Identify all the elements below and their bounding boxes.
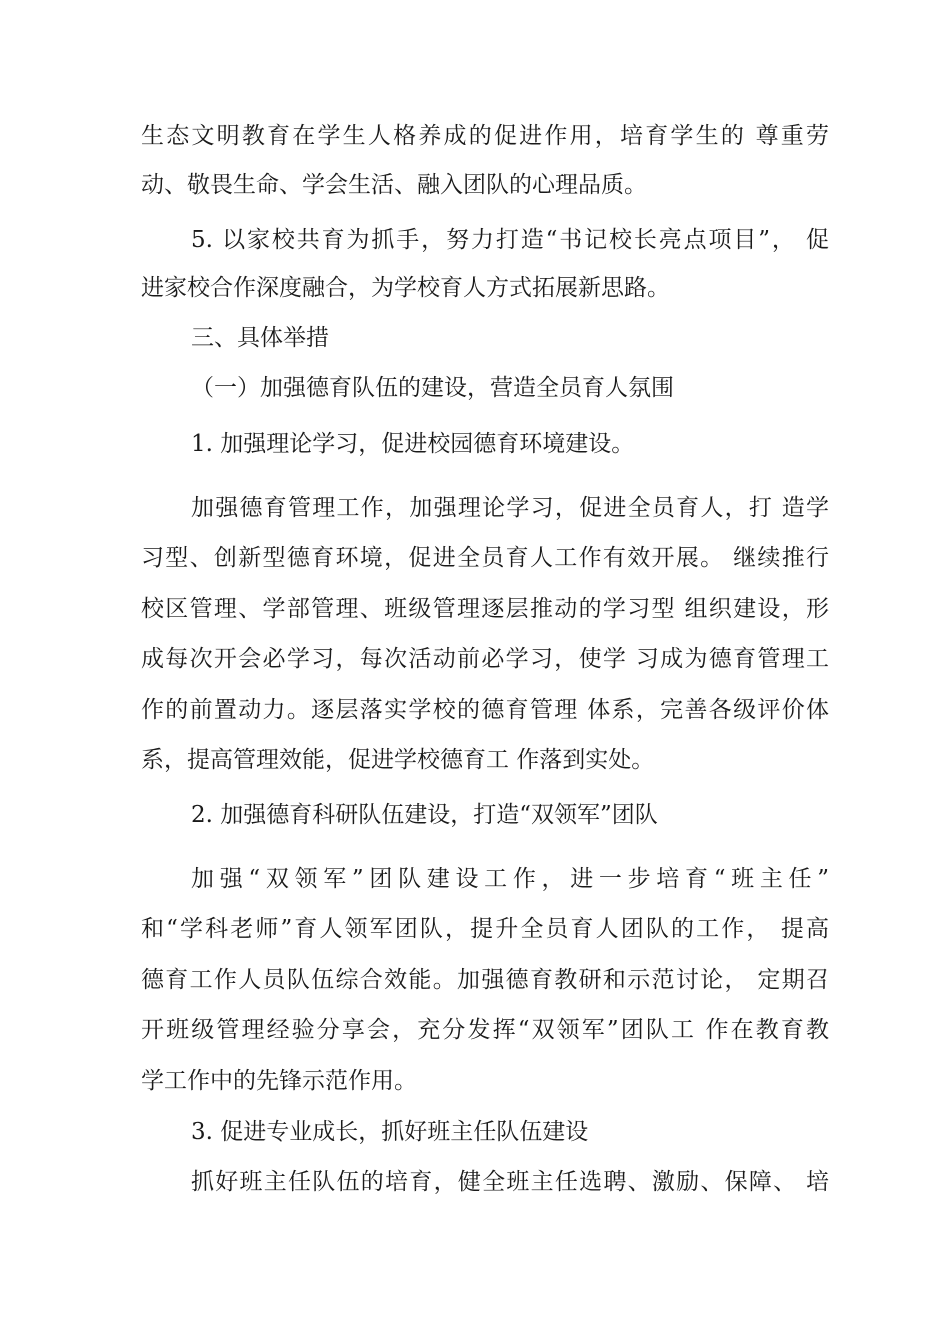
paragraph-line: 抓好班主任队伍的培育，健全班主任选聘、激励、保障、 培 xyxy=(191,1169,829,1195)
paragraph-line: 动、敬畏生命、学会生活、融入团队的心理品质。 xyxy=(141,172,647,198)
paragraph-line: 加强“双领军”团队建设工作，进一步培育“班主任” xyxy=(191,866,829,892)
paragraph-line: 德育工作人员队伍综合效能。加强德育教研和示范讨论， 定期召 xyxy=(141,967,829,993)
item-heading-3: 3. 促进专业成长，抓好班主任队伍建设 xyxy=(191,1119,589,1145)
section-heading: 三、具体举措 xyxy=(191,325,329,351)
paragraph-line: 习型、创新型德育环境，促进全员育人工作有效开展。 继续推行 xyxy=(141,545,829,571)
paragraph-line: 开班级管理经验分享会，充分发挥“双领军”团队工 作在教育教 xyxy=(141,1017,829,1043)
paragraph-line: 成每次开会必学习，每次活动前必学习，使学 习成为德育管理工 xyxy=(141,646,829,672)
item-heading-2: 2. 加强德育科研队伍建设，打造“双领军”团队 xyxy=(191,802,658,828)
item-heading-1: 1. 加强理论学习，促进校园德育环境建设。 xyxy=(191,431,635,457)
paragraph-line: 加强德育管理工作，加强理论学习，促进全员育人，打 造学 xyxy=(191,495,829,521)
paragraph-line: 校区管理、学部管理、班级管理逐层推动的学习型 组织建设，形 xyxy=(141,596,829,622)
paragraph-line: 作的前置动力。逐层落实学校的德育管理 体系，完善各级评价体 xyxy=(141,697,829,723)
paragraph-line: 学工作中的先锋示范作用。 xyxy=(141,1068,417,1094)
paragraph-line: 生态文明教育在学生人格养成的促进作用，培育学生的 尊重劳 xyxy=(141,123,829,149)
paragraph-line: 系，提高管理效能，促进学校德育工 作落到实处。 xyxy=(141,747,655,773)
paragraph-line: 和“学科老师”育人领军团队，提升全员育人团队的工作， 提高 xyxy=(141,916,829,942)
subsection-heading: （一）加强德育队伍的建设，营造全员育人氛围 xyxy=(191,375,674,401)
list-item-5-line: 进家校合作深度融合，为学校育人方式拓展新思路。 xyxy=(141,275,670,301)
list-item-5-line: 5. 以家校共育为抓手，努力打造“书记校长亮点项目”， 促 xyxy=(191,227,829,253)
